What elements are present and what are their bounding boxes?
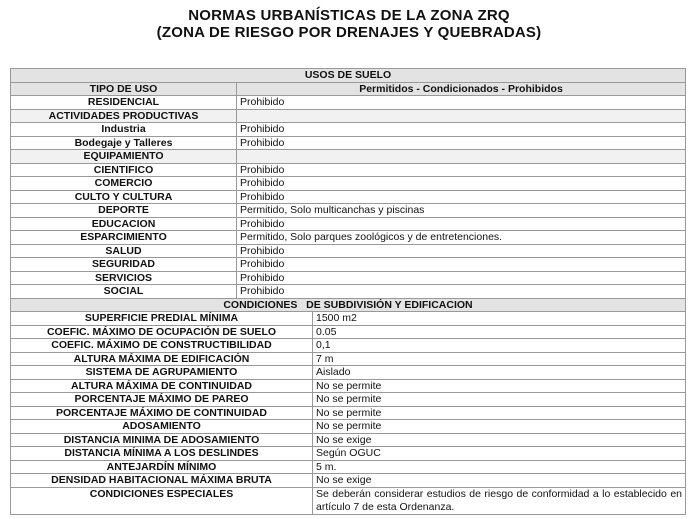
row-value: 0.05 xyxy=(313,325,686,339)
row-value: Prohibido xyxy=(237,163,686,177)
table-row xyxy=(11,420,686,434)
row-label: CONDICIONES ESPECIALES xyxy=(11,487,313,514)
row-value: Permitido, Solo parques zoológicos y de entretenciones. xyxy=(237,231,686,245)
table-row xyxy=(11,325,686,339)
table-row xyxy=(11,177,686,191)
row-label: SISTEMA DE AGRUPAMIENTO xyxy=(11,366,313,380)
row-value xyxy=(237,109,686,123)
table-row xyxy=(11,123,686,137)
row-label: DEPORTE xyxy=(11,204,237,218)
table-row xyxy=(11,136,686,150)
col-permitidos: Permitidos - Condicionados - Prohibidos xyxy=(237,82,686,96)
row-value: 5 m. xyxy=(313,460,686,474)
table-row xyxy=(11,231,686,245)
row-label: CIENTIFICO xyxy=(11,163,237,177)
row-label: COEFIC. MÁXIMO DE OCUPACIÓN DE SUELO xyxy=(11,325,313,339)
row-label: ALTURA MÁXIMA DE EDIFICACIÓN xyxy=(11,352,313,366)
row-value: Prohibido xyxy=(237,285,686,299)
table-row xyxy=(11,217,686,231)
usos-header: USOS DE SUELO xyxy=(11,69,686,83)
row-label: DISTANCIA MÍNIMA A LOS DESLINDES xyxy=(11,447,313,461)
table-row xyxy=(11,109,686,123)
table-row xyxy=(11,204,686,218)
row-value: No se permite xyxy=(313,379,686,393)
row-label: EDUCACION xyxy=(11,217,237,231)
table-row xyxy=(11,312,686,326)
row-label: SEGURIDAD xyxy=(11,258,237,272)
table-row xyxy=(11,433,686,447)
row-value: Prohibido xyxy=(237,190,686,204)
row-label: SOCIAL xyxy=(11,285,237,299)
row-label: RESIDENCIAL xyxy=(11,96,237,110)
table-row xyxy=(11,352,686,366)
row-value xyxy=(237,150,686,164)
row-value: Prohibido xyxy=(237,217,686,231)
table-row xyxy=(11,339,686,353)
row-label: ANTEJARDÍN MÍNIMO xyxy=(11,460,313,474)
document-title xyxy=(0,7,698,41)
row-label: SERVICIOS xyxy=(11,271,237,285)
row-value: Se deberán considerar estudios de riesgo de conformidad a lo establecido en artículo 7 de esta Ordenanza. xyxy=(313,487,686,514)
row-label: Industria xyxy=(11,123,237,137)
row-label: PORCENTAJE MÁXIMO DE CONTINUIDAD xyxy=(11,406,313,420)
row-value: No se permite xyxy=(313,420,686,434)
table-row xyxy=(11,379,686,393)
row-value: No se exige xyxy=(313,474,686,488)
table-row xyxy=(11,190,686,204)
row-label: SALUD xyxy=(11,244,237,258)
row-value: No se permite xyxy=(313,406,686,420)
table-row xyxy=(11,393,686,407)
table-row xyxy=(11,366,686,380)
row-value: Prohibido xyxy=(237,123,686,137)
condiciones-table xyxy=(10,311,686,515)
table-row xyxy=(11,258,686,272)
title-line-1: NORMAS URBANÍSTICAS DE LA ZONA ZRQ xyxy=(188,7,510,24)
row-value: Prohibido xyxy=(237,136,686,150)
row-label: ALTURA MÁXIMA DE CONTINUIDAD xyxy=(11,379,313,393)
row-value: Según OGUC xyxy=(313,447,686,461)
row-label: COEFIC. MÁXIMO DE CONSTRUCTIBILIDAD xyxy=(11,339,313,353)
row-label: COMERCIO xyxy=(11,177,237,191)
row-label: SUPERFICIE PREDIAL MÍNIMA xyxy=(11,312,313,326)
table-row xyxy=(11,474,686,488)
row-value: 7 m xyxy=(313,352,686,366)
row-value: Prohibido xyxy=(237,244,686,258)
table-row xyxy=(11,460,686,474)
table-row xyxy=(11,244,686,258)
row-value: Prohibido xyxy=(237,96,686,110)
title-line-2: (ZONA DE RIESGO POR DRENAJES Y QUEBRADAS) xyxy=(156,24,542,41)
row-value: 0,1 xyxy=(313,339,686,353)
row-label: EQUIPAMIENTO xyxy=(11,150,237,164)
table-row xyxy=(11,447,686,461)
usos-de-suelo-table xyxy=(10,68,686,312)
row-value: 1500 m2 xyxy=(313,312,686,326)
table-row xyxy=(11,285,686,299)
table-row xyxy=(11,271,686,285)
row-value: Permitido, Solo multicanchas y piscinas xyxy=(237,204,686,218)
row-value: Aislado xyxy=(313,366,686,380)
row-label: ADOSAMIENTO xyxy=(11,420,313,434)
table-row xyxy=(11,96,686,110)
row-label: DENSIDAD HABITACIONAL MÁXIMA BRUTA xyxy=(11,474,313,488)
row-value: Prohibido xyxy=(237,271,686,285)
table-row xyxy=(11,163,686,177)
table-row xyxy=(11,406,686,420)
col-tipo-de-uso: TIPO DE USO xyxy=(11,82,237,96)
row-value: Prohibido xyxy=(237,258,686,272)
table-row xyxy=(11,487,686,514)
row-label: PORCENTAJE MÁXIMO DE PAREO xyxy=(11,393,313,407)
condiciones-header: CONDICIONES DE SUBDIVISIÓN Y EDIFICACION xyxy=(11,298,686,312)
row-label: ESPARCIMIENTO xyxy=(11,231,237,245)
row-label: ACTIVIDADES PRODUCTIVAS xyxy=(11,109,237,123)
row-label: DISTANCIA MINIMA DE ADOSAMIENTO xyxy=(11,433,313,447)
row-value: No se permite xyxy=(313,393,686,407)
row-value: Prohibido xyxy=(237,177,686,191)
row-value: No se exige xyxy=(313,433,686,447)
table-row xyxy=(11,150,686,164)
row-label: Bodegaje y Talleres xyxy=(11,136,237,150)
row-label: CULTO Y CULTURA xyxy=(11,190,237,204)
